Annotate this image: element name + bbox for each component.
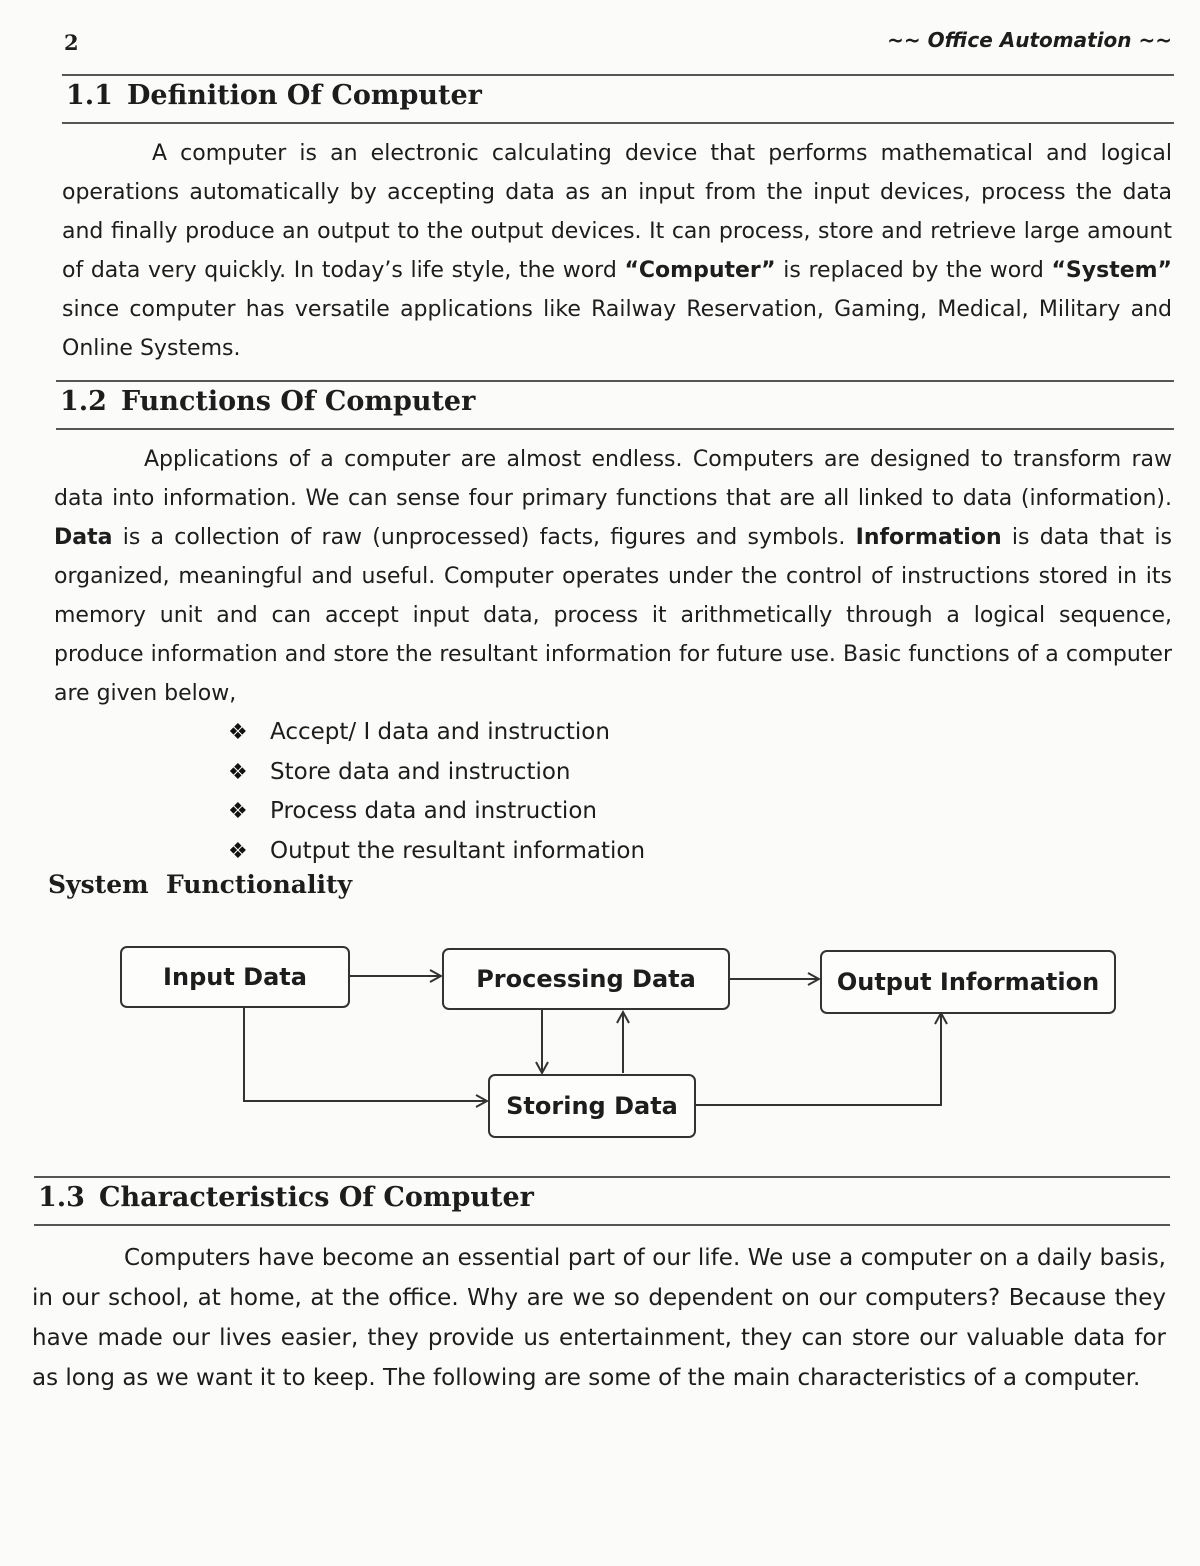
functions-text-1: Applications of a computer are almost endless. Computers are designed to transform raw data into information. We can sense four primary functions that are all linked to data (information). bbox=[54, 447, 1172, 511]
list-item-text: Process data and instruction bbox=[270, 798, 597, 824]
functions-text-3: is data that is organized, meaningful and useful. Computer operates under the control of instructions stored in its memory unit and can accept input data, process it arithmetically through a logical sequence, produce information and store the resultant information for future use. Basic functions of a computer are given below, bbox=[54, 525, 1173, 706]
section-number: 1.1 bbox=[66, 80, 113, 111]
arrow-storing-to-output bbox=[695, 1013, 941, 1105]
list-item-text: Store data and instruction bbox=[270, 758, 571, 785]
section-title: Definition Of Computer bbox=[126, 80, 482, 111]
list-item bbox=[228, 792, 645, 832]
diamond-bullet-icon: ❖ bbox=[228, 720, 248, 745]
section-title: Characteristics Of Computer bbox=[98, 1182, 534, 1213]
diagram-title: System Functionality bbox=[48, 870, 353, 899]
section-title-1-2 bbox=[60, 386, 475, 417]
running-header: ~~ Office Automation ~~ bbox=[887, 28, 1172, 52]
definition-paragraph bbox=[62, 134, 1172, 368]
section-title-1-3 bbox=[38, 1182, 534, 1213]
section-number: 1.2 bbox=[60, 386, 107, 417]
arrow-input-to-storing bbox=[244, 1006, 487, 1101]
section-number: 1.3 bbox=[38, 1182, 85, 1213]
section-title: Functions Of Computer bbox=[120, 386, 476, 417]
section-heading-1-2 bbox=[56, 380, 1174, 430]
bold-data: Data bbox=[54, 525, 113, 550]
bold-information: Information bbox=[855, 525, 1002, 550]
page-number: 2 bbox=[64, 30, 79, 55]
section-heading-1-3 bbox=[34, 1176, 1170, 1226]
bold-system: “System” bbox=[1051, 258, 1173, 283]
node-input-data: Input Data bbox=[120, 946, 350, 1008]
definition-text-3: since computer has versatile applications like Railway Reservation, Gaming, Medical, Military and Online Systems. bbox=[62, 297, 1172, 361]
diamond-bullet-icon: ❖ bbox=[228, 838, 248, 864]
list-item bbox=[228, 753, 645, 793]
node-storing-data: Storing Data bbox=[488, 1074, 696, 1138]
characteristics-paragraph: Computers have become an essential part of our life. We use a computer on a daily basis, in our school, at home, at the office. Why are we so dependent on our computers? Because they have made our lives easier, they provide us entertainment, they can store our valuable data for as long as we want it to keep. The following are some of the main characteristics of a computer. bbox=[32, 1245, 1166, 1391]
bold-computer: “Computer” bbox=[624, 258, 776, 283]
section-title-1-1 bbox=[66, 80, 482, 111]
node-processing-data: Processing Data bbox=[442, 948, 730, 1010]
definition-text-2: is replaced by the word bbox=[775, 258, 1052, 283]
list-item-text: Output the resultant information bbox=[270, 837, 646, 864]
definition-text-1: A computer is an electronic calculating device that performs mathematical and logical operations automatically by accepting data as an input from the input devices, process the data and finally produce an output to the output devices. It can process, store and retrieve large amount of data very quickly. In today’s life style, the word bbox=[62, 141, 1172, 283]
node-output-information: Output Information bbox=[820, 950, 1116, 1014]
list-item bbox=[228, 713, 645, 753]
functions-list bbox=[228, 713, 645, 871]
functions-paragraph bbox=[54, 440, 1172, 713]
section-heading-1-1 bbox=[62, 74, 1174, 124]
list-item-text: Accept/ I data and instruction bbox=[270, 719, 610, 745]
list-item bbox=[228, 832, 645, 872]
diamond-bullet-icon: ❖ bbox=[228, 759, 248, 785]
diamond-bullet-icon: ❖ bbox=[228, 799, 248, 824]
functions-text-2: is a collection of raw (unprocessed) facts, figures and symbols. bbox=[112, 525, 856, 550]
